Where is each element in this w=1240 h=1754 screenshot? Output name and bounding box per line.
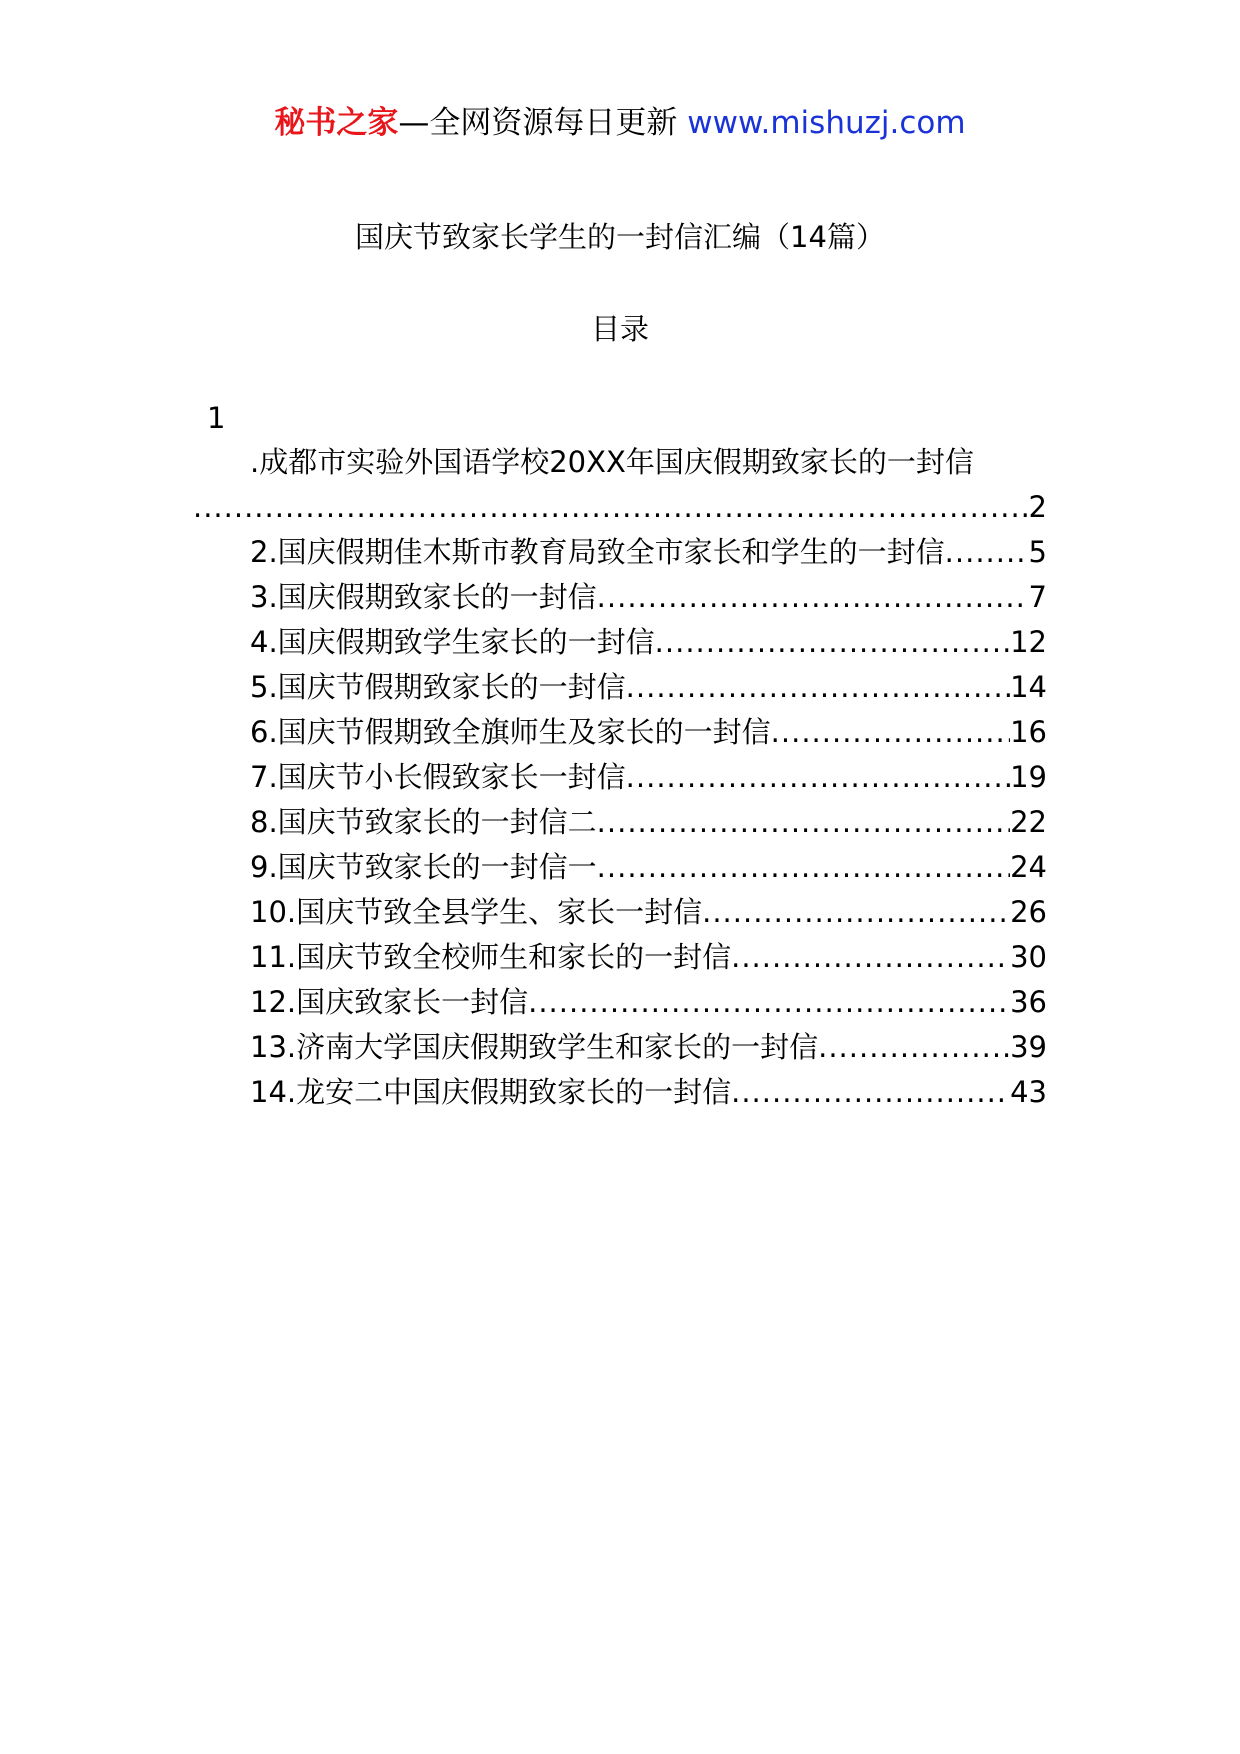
banner-tagline: —全网资源每日更新 xyxy=(398,105,678,141)
toc-entry-title: 3.国庆假期致家长的一封信 xyxy=(250,580,597,614)
toc-entry-page: 36 xyxy=(1010,985,1047,1019)
toc-entry-page: 30 xyxy=(1010,940,1047,974)
toc-entry-page: 2 xyxy=(1028,490,1047,524)
toc-entry[interactable] xyxy=(250,800,1047,844)
toc-entry[interactable] xyxy=(250,980,1047,1024)
toc-entry-title: 7.国庆节小长假致家长一封信 xyxy=(250,760,626,794)
toc-entry-1-page-line[interactable] xyxy=(193,485,1047,529)
toc-entry[interactable] xyxy=(250,935,1047,979)
toc-entry-1-title-line[interactable] xyxy=(250,440,1047,484)
toc-entry-title: 13.济南大学国庆假期致学生和家长的一封信 xyxy=(250,1030,819,1064)
toc-entry[interactable] xyxy=(250,1025,1047,1069)
toc-entry-title: 12.国庆致家长一封信 xyxy=(250,985,529,1019)
toc-entry[interactable] xyxy=(250,575,1047,619)
toc-leader-dots xyxy=(597,845,1010,889)
toc-leader-dots xyxy=(626,755,1010,799)
toc-heading: 目录 xyxy=(590,312,649,346)
toc-entry-page: 19 xyxy=(1010,760,1047,794)
toc-entry[interactable] xyxy=(250,845,1047,889)
toc-entry-title: 4.国庆假期致学生家长的一封信 xyxy=(250,625,655,659)
toc-leader-dots xyxy=(702,890,1010,934)
toc-entry-title: 10.国庆节致全县学生、家长一封信 xyxy=(250,895,703,929)
toc-leader-dots xyxy=(945,530,1029,574)
toc-entry[interactable] xyxy=(250,530,1047,574)
site-banner xyxy=(0,100,1240,146)
document-title: 国庆节致家长学生的一封信汇编（14篇） xyxy=(355,220,885,254)
brand-name: 秘书之家 xyxy=(274,105,399,141)
toc-entry-page: 5 xyxy=(1028,535,1047,569)
toc-leader-dots xyxy=(771,710,1010,754)
toc-entry[interactable] xyxy=(250,890,1047,934)
toc-entry-page: 24 xyxy=(1010,850,1047,884)
toc-entry-page: 43 xyxy=(1010,1075,1047,1109)
toc-leader-dots xyxy=(731,935,1010,979)
toc-leader-dots xyxy=(597,800,1010,844)
toc-entry-page: 12 xyxy=(1010,625,1047,659)
toc-entry-title: 14.龙安二中国庆假期致家长的一封信 xyxy=(250,1075,732,1109)
toc-leader-dots xyxy=(193,485,1029,529)
toc-entry-page: 14 xyxy=(1010,670,1047,704)
toc-leader-dots xyxy=(655,620,1010,664)
toc-entry-title: 6.国庆节假期致全旗师生及家长的一封信 xyxy=(250,715,771,749)
toc-entry-page: 16 xyxy=(1010,715,1047,749)
toc-leader-dots xyxy=(818,1025,1010,1069)
toc-entry-title: .成都市实验外国语学校20XX年国庆假期致家长的一封信 xyxy=(250,445,974,479)
toc-entry[interactable] xyxy=(250,620,1047,664)
toc-leader-dots xyxy=(597,575,1029,619)
toc-entry-title: 8.国庆节致家长的一封信二 xyxy=(250,805,597,839)
toc-entry-page: 39 xyxy=(1010,1030,1047,1064)
toc-entry-title: 9.国庆节致家长的一封信一 xyxy=(250,850,597,884)
toc-entry[interactable] xyxy=(250,665,1047,709)
toc-entry-title: 11.国庆节致全校师生和家长的一封信 xyxy=(250,940,732,974)
toc-entry-title: 2.国庆假期佳木斯市教育局致全市家长和学生的一封信 xyxy=(250,535,945,569)
site-url-link[interactable]: www.mishuzj.com xyxy=(687,105,966,141)
toc-entry-page: 22 xyxy=(1010,805,1047,839)
toc-entry-1-number: 1 xyxy=(207,401,226,435)
toc-entry[interactable] xyxy=(250,710,1047,754)
toc-leader-dots xyxy=(626,665,1010,709)
toc-leader-dots xyxy=(731,1070,1010,1114)
toc-entry-page: 26 xyxy=(1010,895,1047,929)
toc-entry[interactable] xyxy=(250,755,1047,799)
toc-entry-title: 5.国庆节假期致家长的一封信 xyxy=(250,670,626,704)
toc-entry-page: 7 xyxy=(1028,580,1047,614)
toc-leader-dots xyxy=(528,980,1010,1024)
toc-entry[interactable] xyxy=(250,1070,1047,1114)
